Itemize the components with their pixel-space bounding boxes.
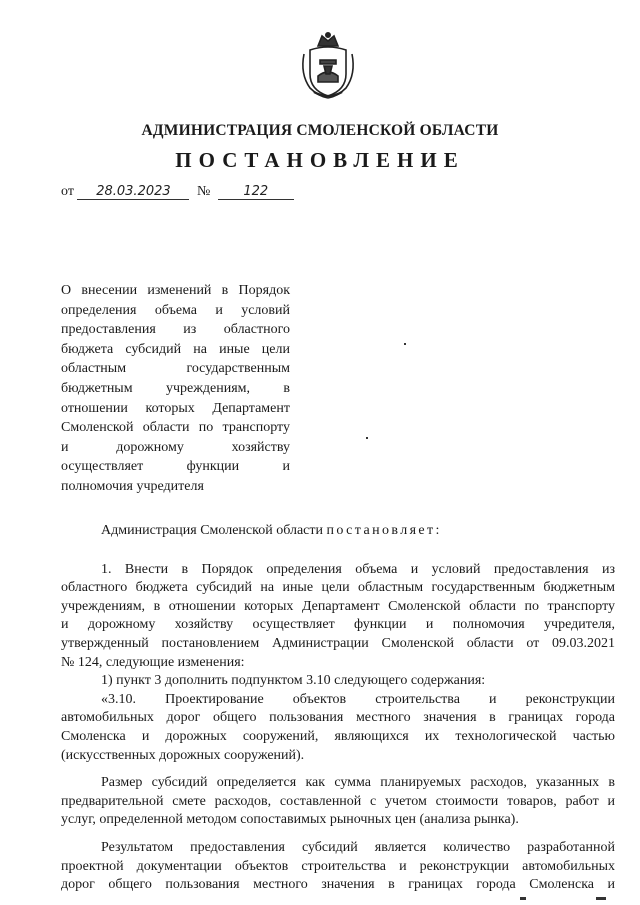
subject-line: О внесении изменений в Порядок (61, 283, 290, 298)
body-line: «3.10. Проектирование объектов строительства и реконструкции (101, 691, 615, 707)
subject-block (61, 281, 290, 497)
subject-line: полномочия учредителя (61, 478, 204, 494)
smolensk-coat-of-arms-icon (296, 30, 360, 102)
subject-line: областным государственным (61, 361, 290, 377)
subject-line: бюджета субсидий на иные цели (61, 341, 290, 357)
body-line: учреждениям, в отношении которых Департамент Смоленской области по транспорту (61, 598, 615, 614)
body-line: (искусственных дорожных сооружений). (61, 747, 305, 763)
document-number: 122 (218, 185, 294, 200)
date-number-line (61, 184, 294, 200)
body-line: Размер субсидий определяется как сумма планируемых расходов, указанных в (101, 775, 615, 791)
body-line: услуг, определенной методом сопоставимых рыночных цен (анализа рынка). (61, 812, 519, 828)
subject-line: осуществляет функции и (61, 459, 290, 475)
scan-speck (404, 343, 406, 345)
body-line: 1) пункт 3 дополнить подпунктом 3.10 следующего содержания: (101, 673, 486, 689)
scan-speck (596, 897, 606, 900)
body-line: областного бюджета субсидий на иные цели областным государственным бюджетным (61, 580, 615, 596)
body-line: 1. Внести в Порядок определения объема и условий предоставления из (101, 561, 615, 577)
preamble (61, 522, 615, 541)
preamble-text: Администрация Смоленской области (101, 523, 324, 538)
preamble-verb: постановляет: (326, 523, 442, 538)
body-line: Результатом предоставления субсидий является количество разработанной (101, 839, 615, 855)
scan-speck (520, 897, 526, 900)
body-line: проектной документации объектов строительства и реконструкции автомобильных (61, 858, 615, 874)
organization-title: АДМИНИСТРАЦИЯ СМОЛЕНСКОЙ ОБЛАСТИ (141, 122, 499, 139)
document-date: 28.03.2023 (77, 185, 189, 200)
subject-line: отношении которых Департамент (61, 400, 290, 416)
document-body (61, 522, 615, 895)
body-line: и дорожному хозяйству осуществляет функции и полномочия учредителя, (61, 617, 615, 633)
date-from-label: от (61, 184, 74, 199)
subject-line: определения объема и условий (61, 302, 290, 318)
subject-line: Смоленской области по транспорту (61, 420, 290, 436)
number-label: № (196, 184, 211, 199)
scan-speck (366, 437, 368, 439)
document-type-title: ПОСТАНОВЛЕНИЕ (175, 148, 465, 172)
body-line: предварительной смете расходов, составленной с учетом стоимости товаров, работ и (61, 793, 615, 809)
subject-line: бюджетным учреждениям, в (61, 380, 290, 396)
body-line: № 124, следующие изменения: (61, 654, 245, 670)
subject-line: предоставления из областного (61, 322, 290, 338)
body-line: автомобильных дорог общего пользования местного значения в границах города (61, 710, 615, 726)
subject-line: и дорожному хозяйству (61, 439, 290, 455)
body-line: Смоленска и дорожных сооружений, являющихся их технологической частью (61, 728, 615, 744)
body-line: утвержденный постановлением Администрации Смоленской области от 09.03.2021 (61, 635, 615, 651)
body-line: дорог общего пользования местного значения в границах города Смоленска и (61, 877, 615, 893)
